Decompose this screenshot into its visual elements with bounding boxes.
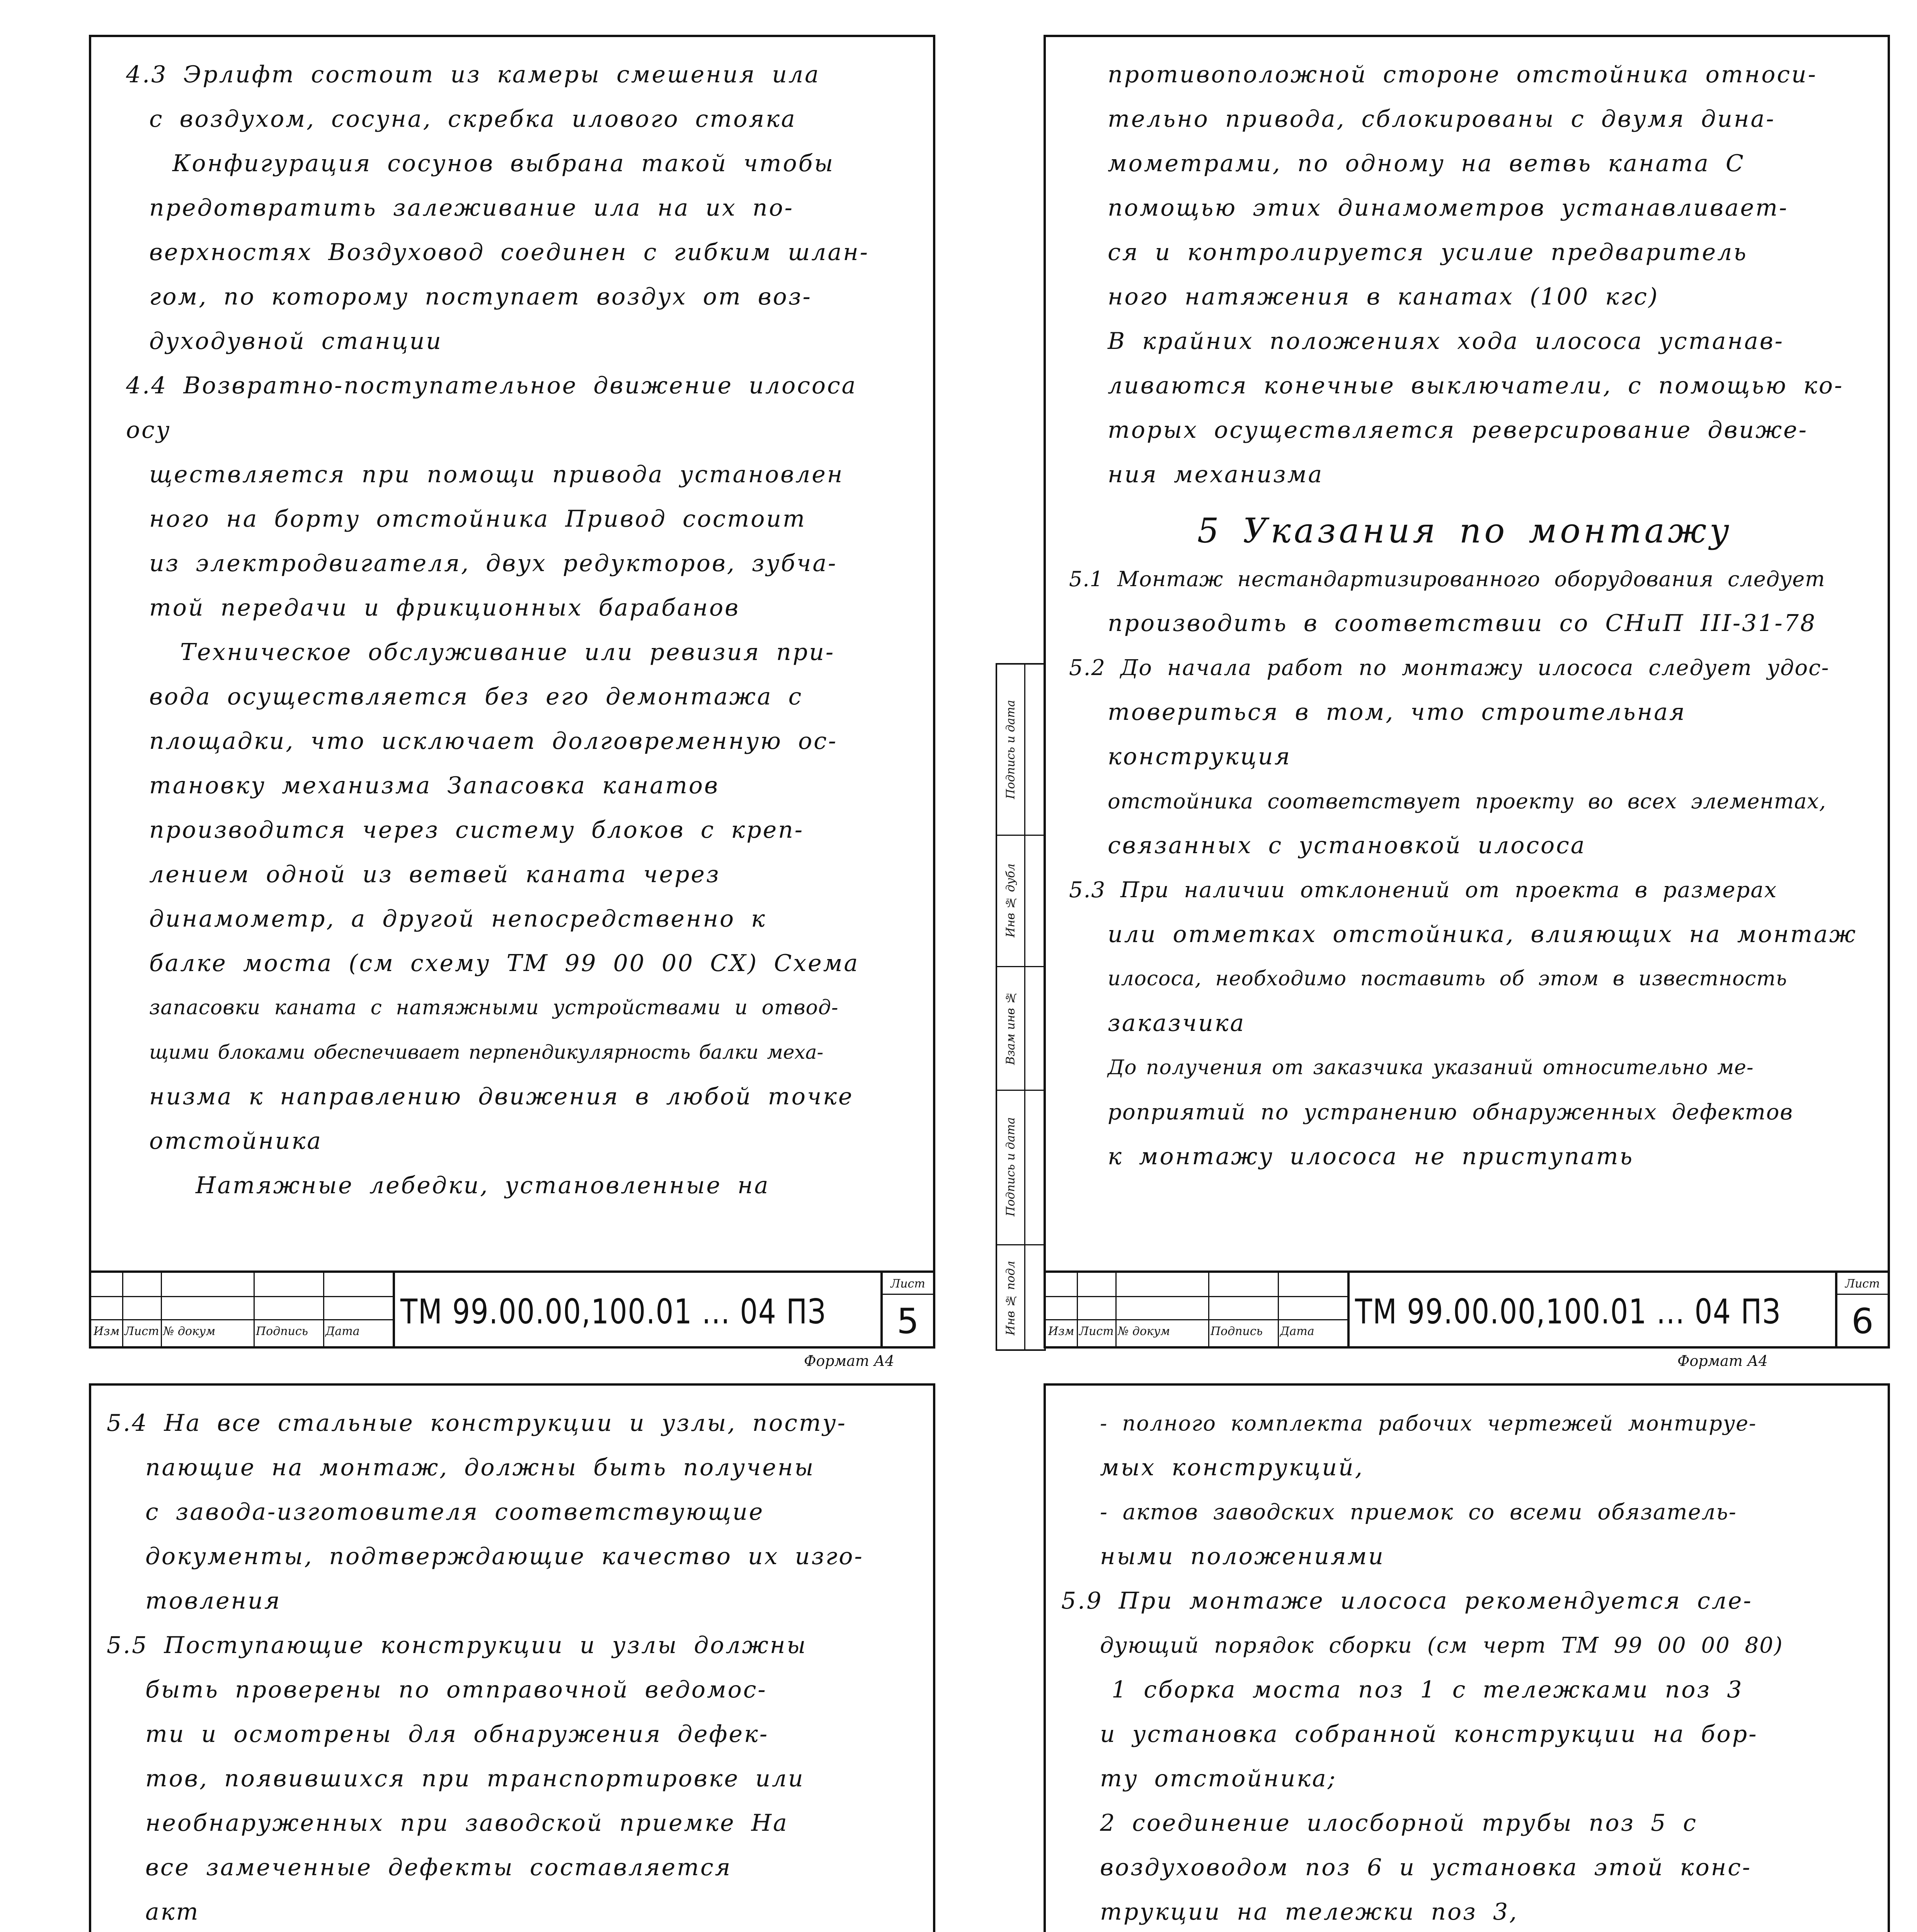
text-line: 5.4 На все стальные конструкции и узлы, посту- — [107, 1410, 847, 1437]
stamp-inv-dubl: Инв № дубл — [1004, 863, 1018, 937]
text-line: тов, появившихся при транспортировке или — [145, 1765, 805, 1792]
text-line: лением одной из ветвей каната через — [149, 861, 720, 888]
text-line: и установка собранной конструкции на бор- — [1100, 1721, 1758, 1748]
text-line: духодувной станции — [149, 328, 443, 355]
title-block-labels — [91, 1325, 393, 1344]
text-line: ного на борту отстойника Привод состоит — [149, 505, 806, 532]
label-podp: Подпись — [256, 1325, 308, 1338]
sheet-7-text — [107, 1401, 906, 1932]
text-line: 4.3 Эрлифт состоит из камеры смешения ила — [126, 61, 820, 88]
text-line: вода осуществляется без его демонтажа с — [149, 683, 803, 710]
text-line: ти и осмотрены для обнаружения дефек- — [145, 1721, 769, 1748]
text-line: ного натяжения в канатах (100 кгс) — [1108, 283, 1659, 310]
text-line: помощью этих динамометров устанавливает- — [1108, 194, 1789, 221]
title-block-labels — [1046, 1325, 1347, 1344]
text-line: все замеченные дефекты составляется — [145, 1854, 732, 1881]
label-doc: № докум — [1118, 1325, 1170, 1338]
text-line: тельно привода, сблокированы с двумя дина- — [1108, 105, 1776, 133]
sheet-number: 5 — [897, 1301, 919, 1342]
text-line: торых осуществляется реверсирование движе- — [1108, 417, 1808, 444]
text-line: 4.4 Возвратно-поступательное движение илососа осу — [126, 372, 857, 444]
sheet-number-box — [880, 1273, 933, 1346]
text-line: воздуховодом поз 6 и установка этой конс- — [1100, 1854, 1752, 1881]
text-line: гом, по которому поступает воздух от воз- — [149, 283, 812, 310]
text-line: Техническое обслуживание или ревизия при- — [180, 639, 835, 666]
stamp-inv-podl: Инв № подл — [1004, 1261, 1018, 1336]
stamp-podp-data-2: Подпись и дата — [1004, 700, 1018, 799]
text-line: ту отстойника; — [1100, 1765, 1337, 1792]
stamp-vzam-inv: Взам инв № — [1004, 991, 1018, 1065]
text-line: роприятий по устранению обнаруженных дефектов — [1108, 1100, 1794, 1125]
text-line: Натяжные лебедки, установленные на — [196, 1172, 770, 1199]
text-line: 5.1 Монтаж нестандартизированного оборудования следует — [1069, 567, 1825, 591]
text-line: 5.2 До начала работ по монтажу илососа следует удос- — [1069, 655, 1830, 680]
sheet-8 — [1044, 1383, 1890, 1932]
label-list: Лист — [1079, 1325, 1114, 1338]
text-line: - полного комплекта рабочих чертежей монтируе- — [1100, 1411, 1757, 1435]
text-line: отстойника — [149, 1128, 323, 1155]
sheet-6-text — [1069, 53, 1861, 1179]
sheet-label: Лист — [1837, 1274, 1888, 1295]
text-line: производится через систему блоков с креп- — [149, 816, 804, 844]
text-line: - актов заводских приемок со всеми обязатель- — [1100, 1500, 1737, 1525]
sheet-5-text — [126, 53, 906, 1208]
label-list: Лист — [124, 1325, 159, 1338]
sheet-6 — [1004, 35, 1890, 1349]
sheet-5 — [89, 35, 935, 1349]
text-line: или отметках отстойника, влияющих на монтаж — [1108, 921, 1857, 948]
text-line: товериться в том, что строительная конструкция — [1108, 699, 1686, 770]
text-line: отстойника соответствует проекту во всех элементах, — [1108, 789, 1827, 813]
text-line: низма к направлению движения в любой точке — [149, 1083, 854, 1110]
text-line: ливаются конечные выключатели, с помощью ко- — [1108, 372, 1844, 399]
text-line: динамометр, а другой непосредственно к — [149, 905, 767, 932]
text-line: 2 соединение илосборной трубы поз 5 с — [1100, 1810, 1698, 1837]
text-line: заказчика — [1108, 1010, 1246, 1037]
text-line: документы, подтверждающие качество их изго- — [145, 1543, 864, 1570]
text-line: дующий порядок сборки (см черт ТМ 99 00 00 80) — [1100, 1633, 1783, 1658]
text-line: необнаруженных при заводской приемке На — [145, 1810, 788, 1837]
text-line: с завода-изготовителя соответствующие — [145, 1498, 764, 1526]
sheet-number-box — [1835, 1273, 1888, 1346]
text-line: пающие на монтаж, должны быть получены — [145, 1454, 815, 1481]
text-line: предотвратить залеживание ила на их по- — [149, 194, 794, 221]
text-line: той передачи и фрикционных барабанов — [149, 594, 740, 621]
text-line: производить в соответствии со СНиП III-31-78 — [1108, 610, 1817, 637]
text-line: 5.9 При монтаже илососа рекомендуется сле- — [1061, 1587, 1753, 1614]
text-line: противоположной стороне отстойника относи- — [1108, 61, 1817, 88]
stamp-podp-data: Подпись и дата — [1004, 1117, 1018, 1217]
label-izm: Изм — [94, 1325, 120, 1338]
text-line: быть проверены по отправочной ведомос- — [145, 1676, 767, 1703]
text-line: щими блоками обеспечивает перпендикулярность балки меха- — [149, 1041, 824, 1063]
text-line: тановку механизма Запасовка канатов — [149, 772, 720, 799]
text-line: 5.5 Поступающие конструкции и узлы должны — [107, 1632, 807, 1659]
text-line: 1 сборка моста поз 1 с тележками поз 3 — [1112, 1676, 1743, 1703]
label-data: Дата — [325, 1325, 360, 1338]
sheet-7 — [89, 1383, 935, 1932]
text-line: ными положениями — [1100, 1543, 1385, 1570]
text-line: связанных с установкой илососа — [1108, 832, 1586, 859]
text-line: Конфигурация сосунов выбрана такой чтобы — [172, 150, 835, 177]
label-podp: Подпись — [1210, 1325, 1263, 1338]
text-line: балке моста (см схему ТМ 99 00 00 СХ) Схема — [149, 950, 860, 977]
text-line: ществляется при помощи привода установлен — [149, 461, 844, 488]
text-line: из электродвигателя, двух редукторов, зубча- — [149, 550, 838, 577]
text-line: к монтажу илососа не приступать — [1108, 1143, 1634, 1170]
format-label: Формат А4 — [804, 1352, 894, 1369]
title-block — [1046, 1270, 1888, 1346]
document-code: ТМ 99.00.00,100.01 ... 04 ПЗ — [400, 1291, 826, 1332]
sheet-number: 6 — [1851, 1301, 1874, 1342]
sheet-label: Лист — [883, 1274, 933, 1295]
text-line: с воздухом, сосуна, скребка илового стояка — [149, 105, 797, 133]
text-line: ся и контролируется усилие предваритель — [1108, 239, 1748, 266]
text-line: мых конструкций, — [1100, 1454, 1364, 1481]
title-block — [91, 1270, 933, 1346]
label-data: Дата — [1280, 1325, 1314, 1338]
text-line: илососа, необходимо поставить об этом в известность — [1108, 967, 1788, 990]
text-line: До получения от заказчика указаний относительно ме- — [1108, 1056, 1754, 1079]
format-label: Формат А4 — [1677, 1352, 1768, 1369]
text-line: площадки, что исключает долговременную ос- — [149, 728, 838, 755]
text-line: верхностях Воздуховод соединен с гибким шлан- — [149, 239, 870, 266]
document-code: ТМ 99.00.00,100.01 ... 04 ПЗ — [1355, 1291, 1781, 1332]
text-line: В крайних положениях хода илососа устанав- — [1108, 328, 1784, 355]
text-line: товления — [145, 1587, 281, 1614]
text-line: ния механизма — [1108, 461, 1324, 488]
section-heading: 5 Указания по монтажу — [1197, 511, 1733, 551]
side-stamp — [996, 663, 1046, 1351]
text-line: 5.3 При наличии отклонений от проекта в размерах — [1069, 878, 1777, 903]
label-izm: Изм — [1048, 1325, 1074, 1338]
text-line: акт — [145, 1898, 200, 1925]
text-line: мометрами, по одному на ветвь каната С — [1108, 150, 1745, 177]
text-line: трукции на тележки поз 3, — [1100, 1898, 1519, 1925]
text-line: запасовки каната с натяжными устройствами и отвод- — [149, 996, 839, 1019]
label-doc: № докум — [163, 1325, 216, 1338]
sheet-8-text — [1061, 1401, 1861, 1932]
